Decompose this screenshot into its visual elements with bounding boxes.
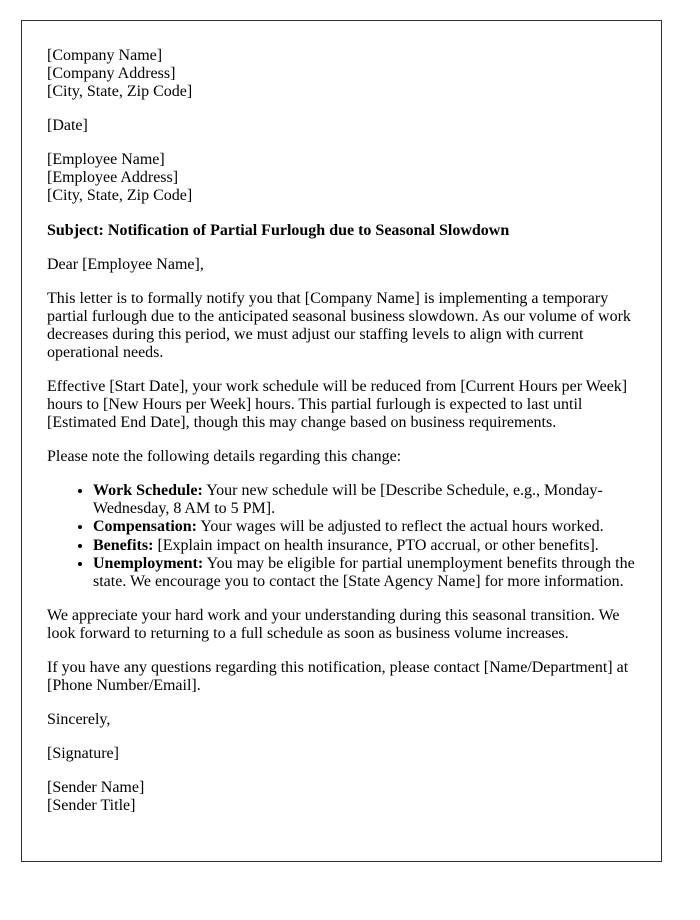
list-item-label: Benefits:	[93, 536, 154, 554]
list-item-label: Unemployment:	[93, 554, 204, 572]
list-item-text: You may be eligible for partial unemployment benefits through the state. We encourage you to contact the [State Agency Name] for more information.	[93, 554, 635, 590]
employee-address-block	[47, 151, 635, 205]
closing: Sincerely,	[47, 711, 111, 729]
paragraph-intro: This letter is to formally notify you that [Company Name] is implementing a temporary partial furlough due to the anticipated seasonal business slowdown. As our volume of work decreases during this period, we must adjust our staffing levels to align with current operational needs.	[47, 289, 631, 361]
list-item-unemployment	[93, 555, 635, 591]
paragraph-questions: If you have any questions regarding this notification, please contact [Name/Department] at [Phone Number/Email].	[47, 658, 629, 695]
sender-block	[47, 779, 635, 815]
signature-placeholder: [Signature]	[47, 745, 119, 763]
company-address: [Company Address]	[47, 65, 176, 83]
paragraph-schedule-change: Effective [Start Date], your work schedule will be reduced from [Current Hours per Week] hours to [New Hours per Week] hours. This partial furlough is expected to last until [Estimated End Date], though this may change based on business requirements.	[47, 378, 628, 432]
list-item-text: Your wages will be adjusted to reflect the actual hours worked.	[200, 518, 604, 536]
subject-line: Subject: Notification of Partial Furlough due to Seasonal Slowdown	[47, 221, 510, 239]
company-name: [Company Name]	[47, 47, 163, 64]
list-item-benefits	[93, 537, 635, 555]
list-item-compensation	[93, 518, 635, 536]
list-item-work-schedule	[93, 482, 635, 518]
letter-page	[0, 20, 700, 823]
list-item-text: [Explain impact on health insurance, PTO accrual, or other benefits].	[157, 536, 599, 554]
paragraph-appreciation: We appreciate your hard work and your understanding during this seasonal transition. We look forward to returning to a full schedule as soon as business volume increases.	[47, 606, 620, 642]
sender-title: [Sender Title]	[47, 797, 136, 815]
paragraph-details-intro: Please note the following details regarding this change:	[47, 448, 402, 466]
employee-name: [Employee Name]	[47, 151, 165, 169]
list-item-text: Your new schedule will be [Describe Schedule, e.g., Monday-Wednesday, 8 AM to 5 PM].	[93, 482, 603, 518]
list-item-label: Compensation:	[93, 518, 198, 536]
list-item-label: Work Schedule:	[93, 482, 203, 500]
salutation: Dear [Employee Name],	[47, 255, 204, 273]
date-line: [Date]	[47, 117, 88, 135]
company-address-block	[47, 47, 635, 101]
sender-name: [Sender Name]	[47, 779, 145, 797]
company-city-state-zip: [City, State, Zip Code]	[47, 83, 193, 101]
letter-container	[21, 20, 662, 862]
employee-city-state-zip: [City, State, Zip Code]	[47, 187, 193, 205]
details-list	[47, 482, 635, 590]
employee-address: [Employee Address]	[47, 169, 179, 187]
